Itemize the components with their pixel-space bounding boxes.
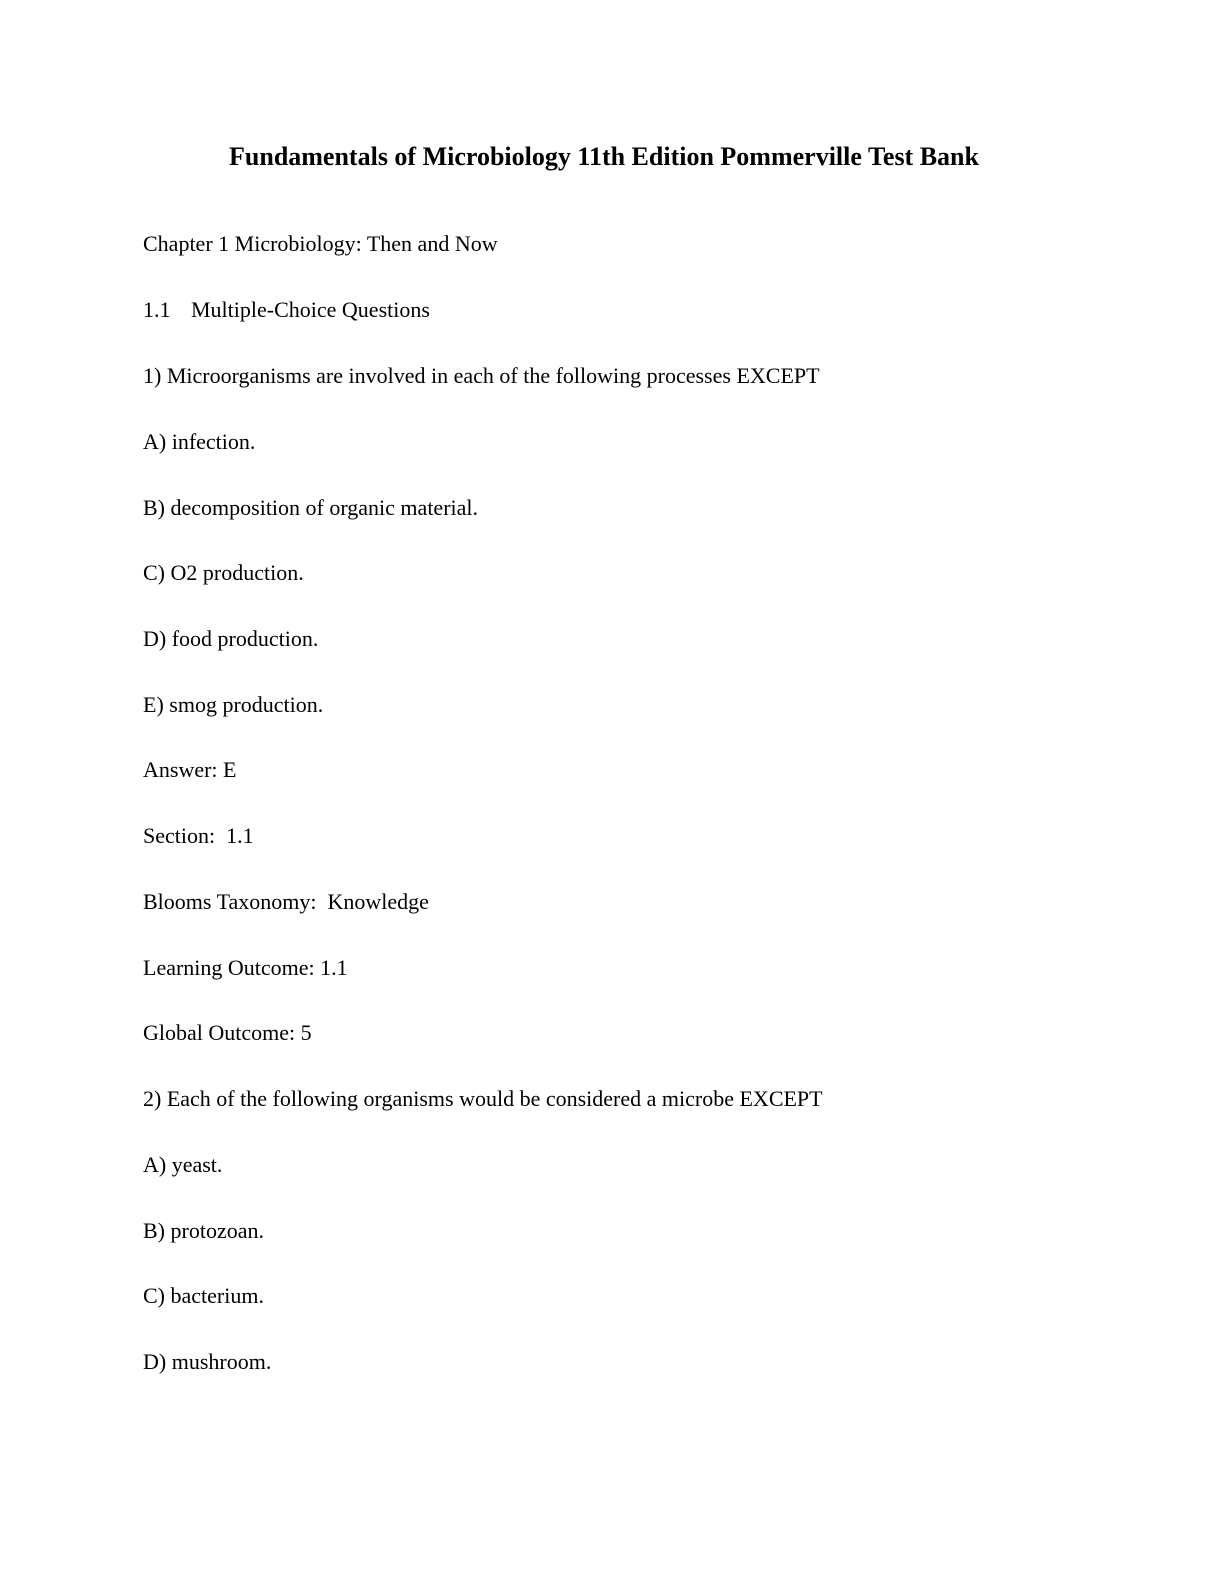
question-1-option-e: E) smog production. xyxy=(143,692,324,717)
question-1-option-b: B) decomposition of organic material. xyxy=(143,495,479,520)
chapter-heading: Chapter 1 Microbiology: Then and Now xyxy=(143,231,498,256)
question-1-text: 1) Microorganisms are involved in each of the following processes EXCEPT xyxy=(143,363,820,388)
question-1-answer: Answer: E xyxy=(143,757,237,782)
question-2-option-b: B) protozoan. xyxy=(143,1218,264,1243)
question-2-option-c: C) bacterium. xyxy=(143,1283,264,1308)
question-2-text: 2) Each of the following organisms would be considered a microbe EXCEPT xyxy=(143,1086,823,1111)
document-title: Fundamentals of Microbiology 11th Edition Pommerville Test Bank xyxy=(229,142,979,171)
question-2-option-a: A) yeast. xyxy=(143,1152,223,1177)
question-1-option-a: A) infection. xyxy=(143,429,256,454)
section-number: 1.1 xyxy=(143,297,171,322)
question-1-option-c: C) O2 production. xyxy=(143,560,304,585)
section-heading xyxy=(143,296,430,324)
section-label: Multiple-Choice Questions xyxy=(191,297,430,322)
question-1-learning-outcome: Learning Outcome: 1.1 xyxy=(143,955,348,980)
question-2-option-d: D) mushroom. xyxy=(143,1349,272,1374)
question-1-option-d: D) food production. xyxy=(143,626,319,651)
question-1-global-outcome: Global Outcome: 5 xyxy=(143,1020,312,1045)
question-1-blooms: Blooms Taxonomy: Knowledge xyxy=(143,889,429,914)
question-1-section: Section: 1.1 xyxy=(143,823,254,848)
